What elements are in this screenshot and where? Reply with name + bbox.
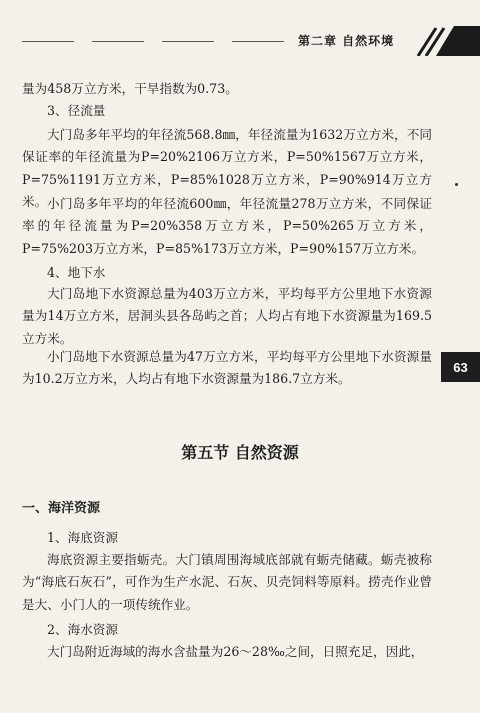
paragraph: 量为458万立方米，干旱指数为0.73。: [22, 81, 238, 96]
paragraph: 小门岛多年平均的年径流600㎜，年径流量278万立方米，不同保证率的年径流量为P=20%358万立方米，P=50%265万立方米，P=75%203万立方米，P=85%173万立方米，P=90%157万立方米。: [22, 196, 432, 256]
header-rule: [162, 41, 214, 42]
subheading: 4、地下水: [47, 265, 106, 280]
header-rule: [92, 41, 144, 42]
running-header: [0, 28, 480, 56]
paragraph: 大门岛多年平均的年径流568.8㎜，年径流量为1632万立方米，不同保证率的年径流量为P=20%2106万立方米，P=50%1567万立方米，P=75%1191万立方米，P=85%1028万立方米，P=90%914万立方米。: [22, 127, 432, 210]
paragraph: 海底资源主要指蛎壳。大门镇周围海域底部就有蛎壳储藏。蛎壳被称为“海底石灰石”，可作为生产水泥、石灰、贝壳饲料等原料。捞壳作业曾是大、小门人的一项传统作业。: [22, 552, 432, 612]
chapter-title: 第二章 自然环境: [298, 34, 395, 48]
header-rule: [22, 41, 74, 42]
subheading: 1、海底资源: [47, 530, 118, 545]
print-speck: [455, 183, 458, 186]
header-slash-decoration: [396, 26, 480, 56]
section-title: 第五节 自然资源: [181, 443, 299, 462]
header-rule: [232, 41, 284, 42]
subheading: 2、海水资源: [47, 622, 118, 637]
page-number-tab: 63: [441, 352, 480, 382]
heading: 一、海洋资源: [22, 501, 101, 516]
paragraph: 大门岛地下水资源总量为403万立方米，平均每平方公里地下水资源量为14万立方米，居洞头县各岛屿之首；人均占有地下水资源量为169.5立方米。: [22, 286, 432, 346]
paragraph: 大门岛附近海域的海水含盐量为26～28‰之间，日照充足，因此，: [47, 644, 424, 659]
paragraph: 小门岛地下水资源总量为47万立方米，平均每平方公里地下水资源量为10.2万立方米，人均占有地下水资源量为186.7立方米。: [22, 349, 432, 387]
subheading: 3、径流量: [47, 103, 106, 118]
